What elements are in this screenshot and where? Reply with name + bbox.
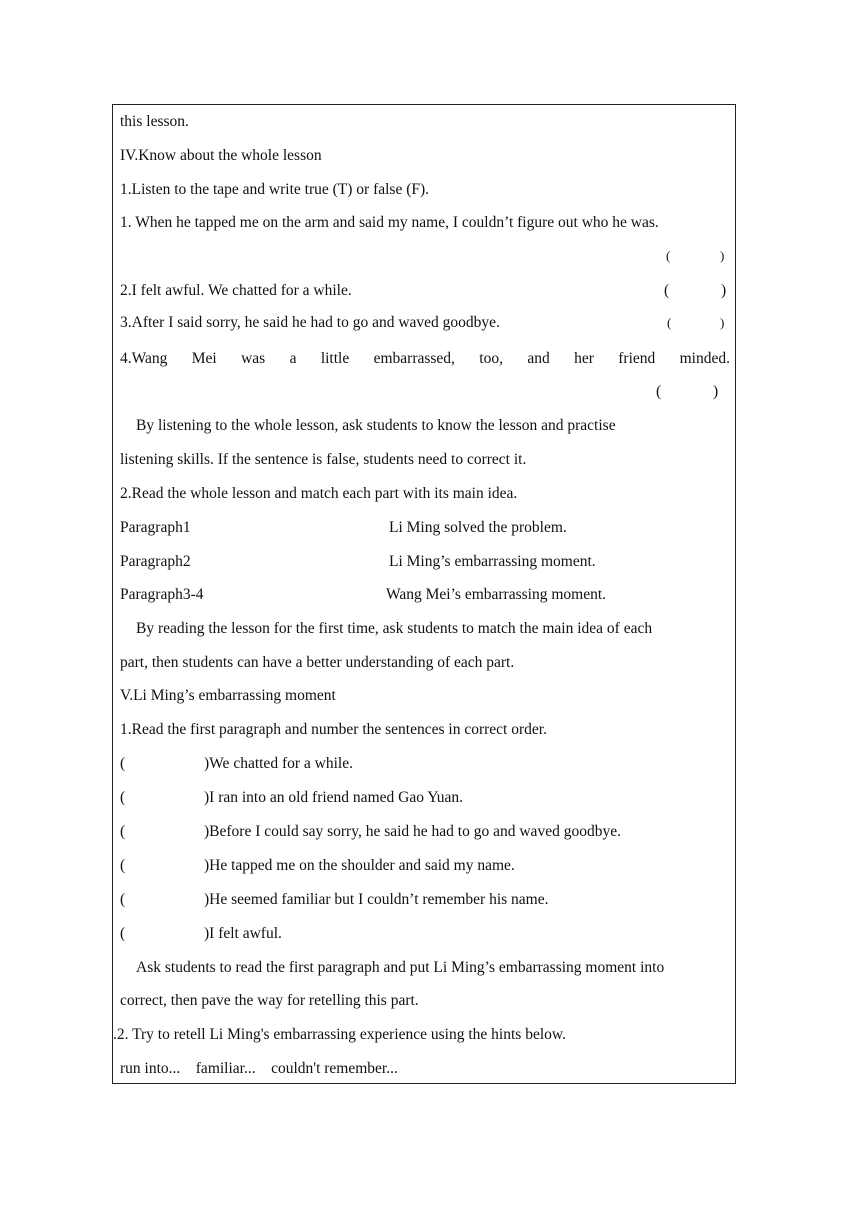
order-item-text: I ran into an old friend named Gao Yuan. — [209, 789, 463, 806]
answer-bracket-close: ) — [713, 383, 719, 400]
answer-bracket-open: ( — [667, 315, 672, 330]
match-left-item: Paragraph3-4 — [120, 586, 204, 603]
word: friend — [618, 350, 656, 367]
section-heading-v: V.Li Ming’s embarrassing moment — [120, 687, 336, 704]
word: embarrassed, — [373, 350, 455, 367]
answer-bracket-open: ( — [664, 282, 670, 299]
tf-statement-1: 1. When he tapped me on the arm and said my name, I couldn’t figure out who he was. — [120, 214, 659, 231]
bracket-close: ) — [204, 755, 210, 772]
tf-statement-4 — [120, 349, 730, 369]
teaching-note: By listening to the whole lesson, ask students to know the lesson and practise — [136, 417, 616, 434]
teaching-note-cont: listening skills. If the sentence is false, students need to correct it. — [120, 451, 527, 468]
answer-bracket-open: ( — [656, 383, 662, 400]
order-bracket-open: ( — [120, 857, 126, 874]
match-left-item: Paragraph2 — [120, 553, 191, 570]
answer-bracket-close: ) — [721, 282, 727, 299]
teaching-note: Ask students to read the first paragraph and put Li Ming’s embarrassing moment into — [136, 959, 665, 976]
order-item — [204, 754, 353, 774]
order-item — [204, 788, 463, 808]
answer-bracket-close: ) — [720, 248, 725, 263]
bracket-close: ) — [204, 891, 210, 908]
order-bracket-open: ( — [120, 925, 126, 942]
match-right-item: Li Ming solved the problem. — [389, 519, 567, 536]
order-item — [204, 924, 282, 944]
tf-statement-3: 3.After I said sorry, he said he had to go and waved goodbye. — [120, 314, 500, 331]
text-line: this lesson. — [120, 113, 189, 130]
teaching-note-cont: part, then students can have a better understanding of each part. — [120, 654, 515, 671]
word: a — [289, 350, 297, 367]
order-bracket-open: ( — [120, 789, 126, 806]
match-left-item: Paragraph1 — [120, 519, 191, 536]
order-item-text: I felt awful. — [209, 925, 282, 942]
word: was — [241, 350, 266, 367]
word: little — [320, 350, 350, 367]
order-item — [204, 856, 515, 876]
order-item-text: Before I could say sorry, he said he had to go and waved goodbye. — [209, 823, 621, 840]
match-right-item: Li Ming’s embarrassing moment. — [389, 553, 596, 570]
answer-bracket-close: ) — [720, 315, 725, 330]
word: her — [574, 350, 594, 367]
bracket-close: ) — [204, 823, 210, 840]
hints-line: run into... familiar... couldn't remember... — [120, 1060, 398, 1077]
bracket-close: ) — [204, 857, 210, 874]
answer-bracket-open: ( — [666, 248, 671, 263]
teaching-note-cont: correct, then pave the way for retelling this part. — [120, 992, 419, 1009]
section-heading-iv: IV.Know about the whole lesson — [120, 147, 322, 164]
bracket-close: ) — [204, 789, 210, 806]
bracket-close: ) — [204, 925, 210, 942]
word: too, — [479, 350, 503, 367]
order-item — [204, 890, 548, 910]
teaching-note: By reading the lesson for the first time, ask students to match the main idea of each — [136, 620, 653, 637]
match-right-item: Wang Mei’s embarrassing moment. — [386, 586, 607, 603]
word: minded. — [679, 350, 730, 367]
tf-statement-2: 2.I felt awful. We chatted for a while. — [120, 282, 352, 299]
order-item — [204, 822, 621, 842]
word: and — [527, 350, 550, 367]
task-instruction: .2. Try to retell Li Ming's embarrassing experience using the hints below. — [113, 1026, 566, 1043]
order-bracket-open: ( — [120, 891, 126, 908]
task-instruction: 2.Read the whole lesson and match each part with its main idea. — [120, 485, 518, 502]
word: 4.Wang — [120, 350, 168, 367]
word: Mei — [191, 350, 217, 367]
task-instruction: 1.Listen to the tape and write true (T) or false (F). — [120, 181, 430, 198]
order-item-text: He seemed familiar but I couldn’t remember his name. — [209, 891, 549, 908]
order-bracket-open: ( — [120, 823, 126, 840]
task-instruction: 1.Read the first paragraph and number the sentences in correct order. — [120, 721, 547, 738]
order-item-text: He tapped me on the shoulder and said my name. — [209, 857, 515, 874]
order-bracket-open: ( — [120, 755, 126, 772]
order-item-text: We chatted for a while. — [209, 755, 353, 772]
